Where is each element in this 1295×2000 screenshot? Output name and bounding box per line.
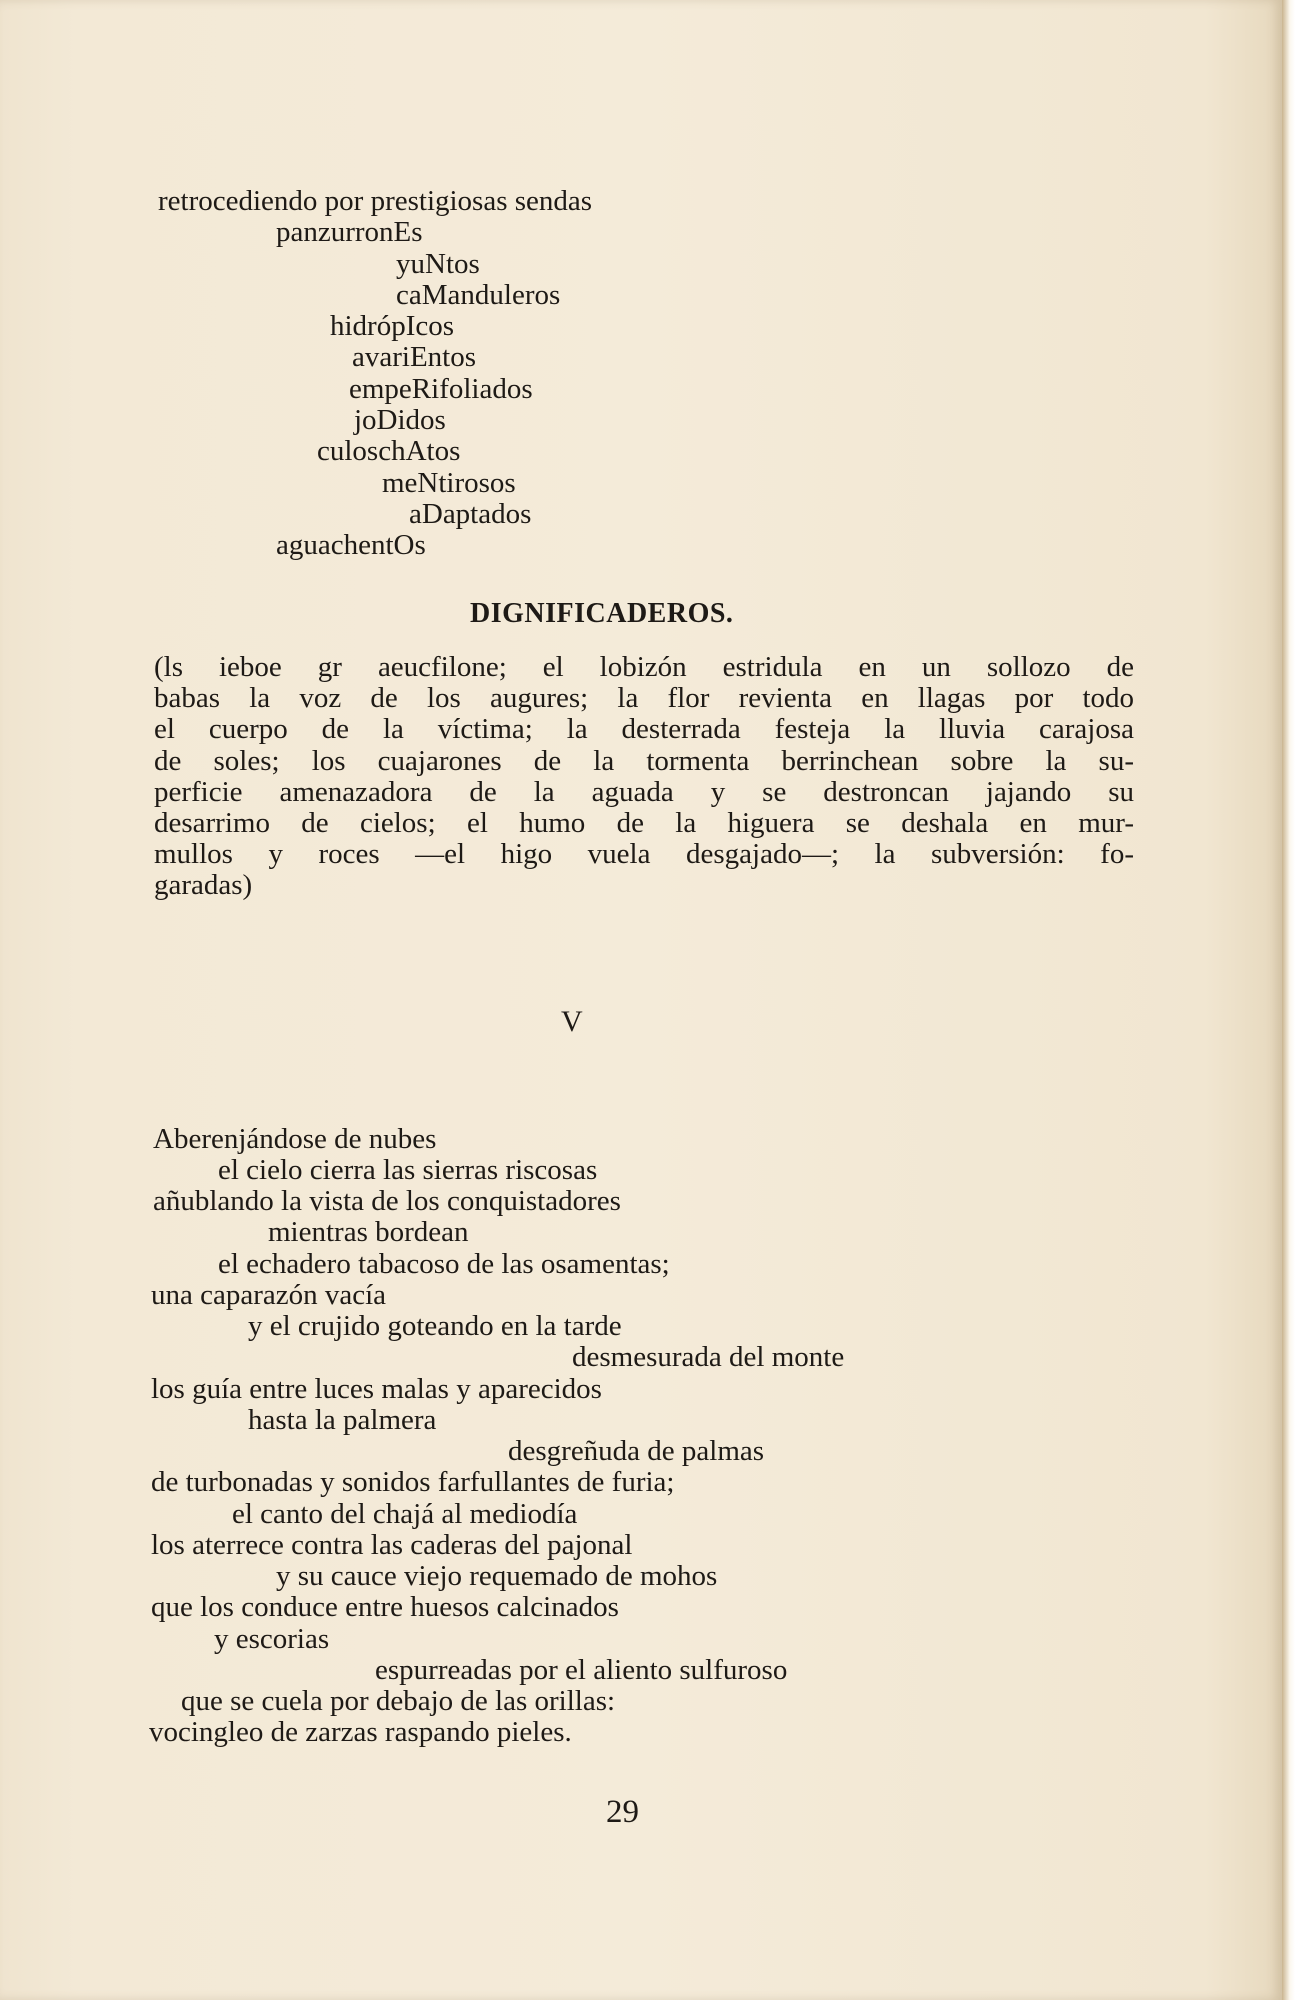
prose-line: el cuerpo de la víctima; la desterrada festeja la lluvia carajosa — [154, 713, 1134, 746]
poem-line: aguachentOs — [276, 529, 426, 561]
prose-line: babas la voz de los augures; la flor revienta en llagas por todo — [154, 682, 1134, 715]
poem-line: añublando la vista de los conquistadores — [153, 1185, 621, 1217]
poem-line: que los conduce entre huesos calcinados — [151, 1591, 619, 1623]
poem-line: joDidos — [354, 404, 446, 436]
poem-line: de turbonadas y sonidos farfullantes de furia; — [151, 1466, 675, 1498]
poem-line: mientras bordean — [268, 1216, 469, 1248]
poem-line: culoschAtos — [317, 435, 461, 467]
prose-paragraph — [154, 652, 1134, 902]
poem-line: hasta la palmera — [248, 1404, 437, 1436]
poem-line: yuNtos — [396, 248, 480, 280]
poem-line: el cielo cierra las sierras riscosas — [218, 1154, 598, 1186]
poem-line: y el crujido goteando en la tarde — [248, 1310, 622, 1342]
prose-line: mullos y roces —el higo vuela desgajado—; la subversión: fo- — [154, 838, 1134, 871]
poem-line: avariEntos — [352, 341, 477, 373]
poem-line: una caparazón vacía — [151, 1279, 387, 1311]
prose-line: garadas) — [154, 869, 253, 902]
poem-line: que se cuela por debajo de las orillas: — [181, 1685, 616, 1717]
poem-line: aDaptados — [409, 498, 532, 530]
poem-line: desmesurada del monte — [572, 1341, 845, 1373]
poem-line: caManduleros — [396, 279, 561, 311]
poem-line: el canto del chajá al mediodía — [232, 1498, 578, 1530]
poem-line: meNtirosos — [382, 467, 516, 499]
poem-line: Aberenjándose de nubes — [153, 1123, 437, 1155]
page-edge — [1282, 0, 1295, 2000]
prose-line: de soles; los cuajarones de la tormenta berrinchean sobre la su- — [154, 744, 1134, 777]
prose-line: perficie amenazadora de la aguada y se destroncan jajando su — [154, 775, 1134, 808]
page-number: 29 — [606, 1794, 639, 1830]
prose-line: (ls ieboe gr aeucfilone; el lobizón estridula en un sollozo de — [154, 651, 1134, 683]
poem-line: y su cauce viejo requemado de mohos — [276, 1560, 718, 1592]
section-heading: DIGNIFICADEROS. — [470, 598, 734, 629]
section-number: V — [561, 1005, 583, 1038]
prose-line: desarrimo de cielos; el humo de la higuera se deshala en mur- — [154, 807, 1134, 840]
poem-line: los guía entre luces malas y aparecidos — [151, 1373, 602, 1405]
poem-line: empeRifoliados — [349, 373, 533, 405]
poem-line: hidrópIcos — [330, 310, 455, 342]
poem-line: y escorias — [214, 1623, 330, 1655]
poem-line: desgreñuda de palmas — [508, 1435, 765, 1467]
poem-line: los aterrece contra las caderas del pajonal — [151, 1529, 633, 1561]
poem-line: el echadero tabacoso de las osamentas; — [218, 1248, 670, 1280]
poem-line: retrocediendo por prestigiosas sendas — [158, 185, 593, 217]
poem-line: espurreadas por el aliento sulfuroso — [375, 1654, 788, 1686]
poem-line: vocingleo de zarzas raspando pieles. — [149, 1716, 572, 1748]
poem-line: panzurronEs — [276, 216, 423, 248]
